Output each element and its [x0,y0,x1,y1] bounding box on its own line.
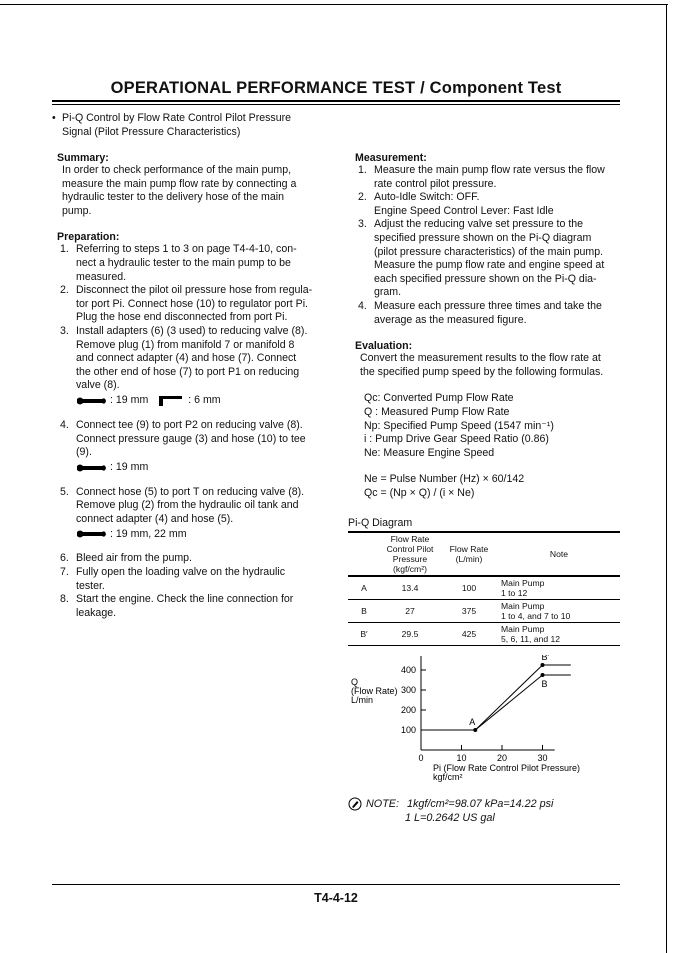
point-label: B′ [541,655,550,662]
summary-text [57,164,323,218]
definition-line: Qc: Converted Pump Flow Rate [364,392,514,405]
measurement-list [355,164,621,327]
measurement-step: 4. Measure each pressure three times and take the average as the measured figure. [358,299,602,326]
y-tick-label: 200 [400,705,416,715]
intro-bullet: • [52,112,56,124]
page-number: T4-4-12 [314,891,358,905]
hex-wrench-icon [158,395,184,407]
left-column [57,152,323,620]
x-axis-unit: kgf/cm² [433,772,463,782]
tool-spec: : 19 mm, 22 mm [76,526,323,542]
preparation-step: 2. Disconnect the pilot oil pressure hose from regula- tor port Pi. Connect hose (10) to regulator port Pi. Plug the hose end disconnected from port Pi. [60,284,313,324]
data-point [541,663,545,667]
title-rule [52,100,620,102]
footer-rule [52,884,620,885]
y-axis-label: Q [351,677,359,687]
x-tick-label: 10 [456,753,467,763]
table-header-cell: Flow Rate Control Pilot Pressure (kgf/cm²) [380,532,440,576]
summary-heading: Summary: [57,152,109,164]
wrench-icon [76,462,106,474]
preparation-step: 5. Connect hose (5) to port T on reducing valve (8). Remove plug (2) from the hydraulic oil tank and connect adapter (4) and hose (5). : 19 mm, 22 mm [60,486,323,543]
intro-block [52,112,332,139]
table-row: B 27 375 Main Pump 1 to 4, and 7 to 10 [348,600,620,623]
preparation-step: 6. Bleed air from the pump. [60,552,192,565]
preparation-heading: Preparation: [57,231,120,244]
x-tick-label: 20 [496,753,508,763]
summary-line: pump. [62,204,92,217]
y-tick-label: 300 [400,685,416,695]
y-tick-label: 400 [400,665,416,675]
y-tick-label: 100 [400,725,416,735]
x-tick-label: 30 [537,753,548,763]
definition-line: Np: Specified Pump Speed (1547 min⁻¹) [364,419,554,432]
summary-line: measure the main pump flow rate by connecting a [62,177,297,190]
note-block [348,797,618,825]
evaluation-text: Convert the measurement results to the flow rate at the specified pump speed by the following formulas. [360,352,604,378]
note-line: 1 L=0.2642 US gal [405,812,495,824]
preparation-step: 3. Install adapters (6) (3 used) to reducing valve (8). Remove plug (1) from manifold 7 or manifold 8 and connect adapter (4) and hose (7). Connect the other end of hose (7) to port P1 on reducing valve (8). : 19 mm : 6 mm [60,325,323,409]
evaluation-heading: Evaluation: [355,340,413,353]
page-frame-right [666,4,667,953]
table-header-cell: Note [498,532,620,576]
measurement-step: 3. Adjust the reducing valve set pressure to the specified pressure shown on the Pi-Q diagram (pilot pressure characteristics) of the main pump. Measure the pump flow rate and engine speed at each specified pressure shown on the Pi-Q dia- gram. [358,218,605,299]
tool-spec: : 19 mm : 6 mm [76,393,323,409]
point-label: A [469,717,476,727]
measurement-step: 2. Auto-Idle Switch: OFF. Engine Speed Control Lever: Fast Idle [358,191,554,217]
table-row: A 13.4 100 Main Pump 1 to 12 [348,576,620,600]
formula-qc: Qc = (Np × Q) / (i × Ne) [364,486,475,499]
note-line: 1kgf/cm²=98.07 kPa=14.22 psi [407,798,554,810]
title-rule-thin [52,104,620,105]
x-axis-label: Pi (Flow Rate Control Pilot Pressure) [433,763,581,773]
page-title: OPERATIONAL PERFORMANCE TEST / Component Test [110,79,562,97]
origin-label: 0 [418,753,424,763]
y-axis-label: (Flow Rate) [351,686,398,696]
table-caption: Pi-Q Diagram [348,517,413,529]
note-label: NOTE: [366,798,399,810]
formula-definitions [355,392,621,500]
preparation-step: 8. Start the engine. Check the line connection for leakage. [60,593,294,619]
preparation-step: 1. Referring to steps 1 to 3 on page T4-4-10, con- nect a hydraulic tester to the main pump to be measured. [60,243,297,283]
measurement-heading: Measurement: [355,152,427,164]
preparation-step: 4. Connect tee (9) to port P2 on reducing valve (8). Connect pressure gauge (3) and hose (10) to tee (9). : 19 mm [60,419,323,476]
table-header-cell: Flow Rate (L/min) [440,532,498,576]
right-column [355,152,621,500]
piq-chart [345,655,605,790]
wrench-icon [76,395,106,407]
wrench-icon [76,528,106,540]
data-point [473,728,477,732]
pencil-note-icon [348,797,362,811]
point-label: B [541,679,548,689]
measurement-step: 1. Measure the main pump flow rate versus the flow rate control pilot pressure. [358,164,605,190]
y-axis-label: L/min [351,695,374,705]
preparation-list [57,243,323,620]
page-frame-top [0,4,668,5]
definition-line: i : Pump Drive Gear Speed Ratio (0.86) [364,433,549,446]
intro-line: Signal (Pilot Pressure Characteristics) [62,125,241,138]
table-header-cell [348,532,380,576]
definition-line: Ne: Measure Engine Speed [364,446,495,459]
piq-table [348,531,620,646]
summary-line: In order to check performance of the main pump, [62,164,292,176]
preparation-step: 7. Fully open the loading valve on the hydraulic tester. [60,566,286,592]
intro-line: Pi-Q Control by Flow Rate Control Pilot Pressure [62,112,292,124]
table-header-row [348,532,620,576]
formula-ne: Ne = Pulse Number (Hz) × 60/142 [364,473,525,486]
data-point [541,673,545,677]
tool-spec: : 19 mm [76,460,323,476]
definition-line: Q : Measured Pump Flow Rate [364,405,510,418]
summary-line: hydraulic tester to the delivery hose of the main [62,191,284,204]
table-row: B′ 29.5 425 Main Pump 5, 6, 11, and 12 [348,623,620,646]
